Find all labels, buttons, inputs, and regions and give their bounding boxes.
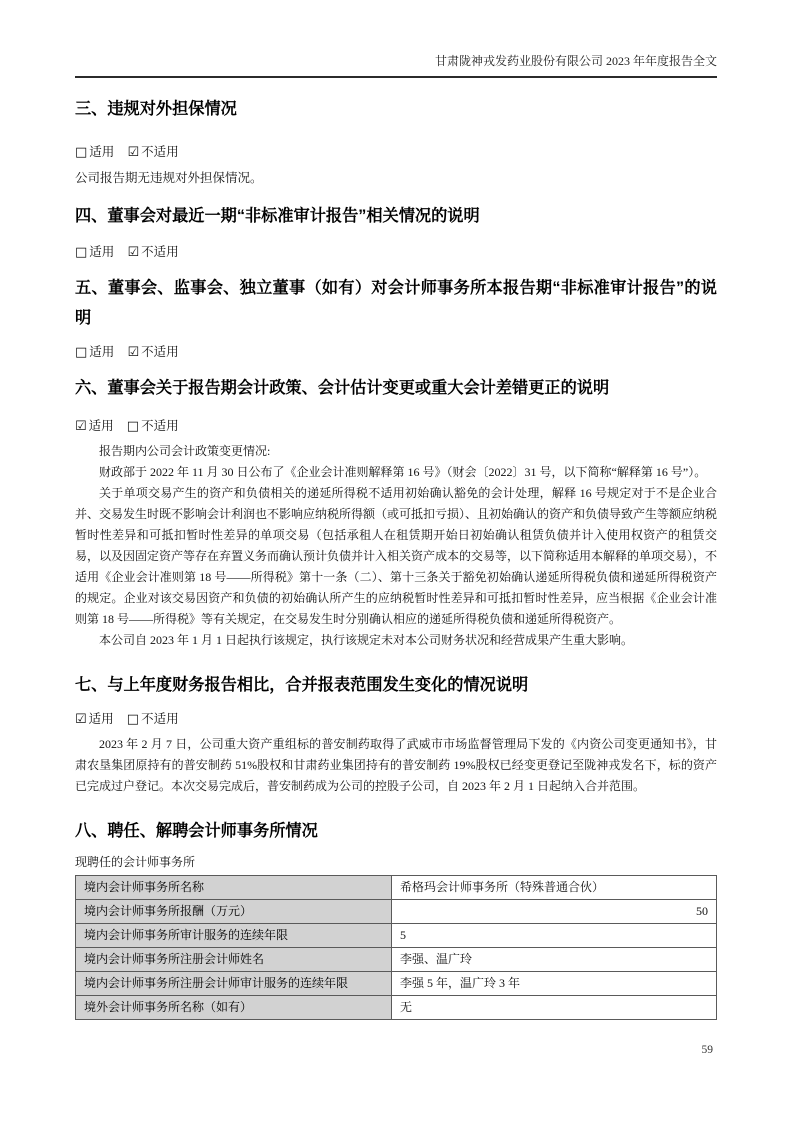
not-applicable-option (127, 345, 178, 359)
checkbox-unchecked-icon: □ (75, 145, 88, 160)
section-7-heading: 七、与上年度财务报告相比，合并报表范围发生变化的情况说明 (75, 676, 529, 694)
section-6-paragraph: 财政部于 2022 年 11 月 30 日公布了《企业会计准则解释第 16 号》（财会〔2022〕31 号，以下简称“解释第 16 号”）。 (99, 465, 707, 479)
report-header-title: 甘肃陇神戎发药业股份有限公司 2023 年年度报告全文 (434, 54, 717, 68)
section-5-heading: 五、董事会、监事会、独立董事（如有）对会计师事务所本报告期“非标准审计报告”的说明 (75, 279, 717, 327)
auditor-table-caption: 现聘任的会计师事务所 (75, 855, 196, 869)
auditor-field-value: 希格玛会计师事务所（特殊普通合伙） (392, 876, 717, 900)
table-row (76, 996, 717, 1020)
checkbox-checked-icon: ☑ (127, 145, 140, 160)
checkbox-unchecked-icon: □ (126, 419, 140, 434)
auditor-field-label: 境内会计师事务所注册会计师审计服务的连续年限 (76, 972, 392, 996)
applicable-label: 适用 (89, 145, 115, 159)
section-6-paragraph: 关于单项交易产生的资产和负债相关的递延所得税不适用初始确认豁免的会计处理，解释 16 号规定对于不是企业合并、交易发生时既不影响会计利润也不影响应纳税所得额（或可抵扣亏损）、且初始确认的资产和负债导致产生等额应纳税暂时性差异和可抵扣暂时性差异的单项交易（包括承租人在租赁期开始日初始确认租赁负债并计入使用权资产的租赁交易，以及因固定资产等存在弃置义务而确认预计负债并计入相关资产成本的交易等，以下简称适用本解释的单项交易），不适用《企业会计准则第 18 号——所得税》第十一条（二）、第十三条关于豁免初始确认递延所得税负债和递延所得税资产的规定。企业对该交易因资产和负债的初始确认所产生的应纳税暂时性差异和可抵扣暂时性差异，应当根据《企业会计准则第 18 号——所得税》等有关规定，在交易发生时分别确认相应的递延所得税负债和递延所得税资产。 (75, 486, 718, 626)
table-row (76, 972, 717, 996)
auditor-field-value: 李强 5 年，温广玲 3 年 (392, 972, 717, 996)
section-5-applicability (75, 344, 717, 361)
auditor-field-value: 5 (392, 924, 717, 948)
applicable-label: 适用 (89, 245, 115, 259)
applicable-option (75, 419, 114, 433)
checkbox-checked-icon: ☑ (127, 245, 140, 260)
not-applicable-label: 不适用 (141, 712, 179, 726)
auditor-field-label: 境内会计师事务所注册会计师姓名 (76, 948, 392, 972)
auditor-field-value: 无 (392, 996, 717, 1020)
section-4-heading: 四、董事会对最近一期“非标准审计报告”相关情况的说明 (75, 207, 480, 225)
auditor-field-label: 境内会计师事务所审计服务的连续年限 (76, 924, 392, 948)
applicable-option (75, 245, 114, 259)
checkbox-unchecked-icon: □ (75, 345, 88, 360)
section-6-paragraph: 报告期内公司会计政策变更情况: (99, 444, 271, 458)
applicable-option (75, 345, 114, 359)
checkbox-checked-icon: ☑ (75, 419, 87, 434)
applicable-option (75, 145, 114, 159)
not-applicable-option (127, 245, 178, 259)
not-applicable-label: 不适用 (141, 419, 179, 433)
not-applicable-option (127, 712, 179, 726)
section-7-applicability (75, 711, 717, 728)
section-6-applicability (75, 418, 717, 435)
not-applicable-option (127, 419, 179, 433)
report-header (75, 0, 717, 78)
section-4-applicability (75, 244, 717, 261)
section-3-note: 公司报告期无违规对外担保情况。 (75, 171, 263, 185)
table-row (76, 948, 717, 972)
applicable-label: 适用 (88, 712, 114, 726)
not-applicable-label: 不适用 (141, 345, 179, 359)
not-applicable-label: 不适用 (141, 245, 179, 259)
auditor-field-label: 境外会计师事务所名称（如有） (76, 996, 392, 1020)
checkbox-unchecked-icon: □ (126, 712, 140, 727)
checkbox-checked-icon: ☑ (75, 712, 87, 727)
section-7-paragraph: 2023 年 2 月 7 日，公司重大资产重组标的普安制药取得了武威市市场监督管理局下发的《内资公司变更通知书》，甘肃农垦集团原持有的普安制药 51%股权和甘肃药业集团持有的普安制药 19%股权已经变更登记至陇神戎发名下，标的资产已完成过户登记。本次交易完成后，普安制药成为公司的控股子公司，自 2023 年 2 月 1 日起纳入合并范围。 (75, 737, 717, 793)
checkbox-checked-icon: ☑ (127, 345, 140, 360)
section-6-paragraph: 本公司自 2023 年 1 月 1 日起执行该规定，执行该规定未对本公司财务状况和经营成果产生重大影响。 (99, 633, 634, 647)
auditor-table (75, 875, 717, 1020)
applicable-option (75, 712, 114, 726)
section-3-applicability (75, 144, 717, 161)
page-number: 59 (701, 1044, 713, 1056)
not-applicable-label: 不适用 (141, 145, 179, 159)
auditor-field-value: 50 (392, 900, 717, 924)
table-row (76, 876, 717, 900)
table-row (76, 900, 717, 924)
checkbox-unchecked-icon: □ (75, 245, 88, 260)
section-3-heading: 三、违规对外担保情况 (75, 100, 237, 118)
auditor-field-label: 境内会计师事务所报酬（万元） (76, 900, 392, 924)
applicable-label: 适用 (88, 419, 114, 433)
auditor-field-value: 李强、温广玲 (392, 948, 717, 972)
section-6-heading: 六、董事会关于报告期会计政策、会计估计变更或重大会计差错更正的说明 (75, 379, 610, 397)
applicable-label: 适用 (89, 345, 115, 359)
table-row (76, 924, 717, 948)
not-applicable-option (127, 145, 178, 159)
auditor-field-label: 境内会计师事务所名称 (76, 876, 392, 900)
section-8-heading: 八、聘任、解聘会计师事务所情况 (75, 822, 318, 840)
